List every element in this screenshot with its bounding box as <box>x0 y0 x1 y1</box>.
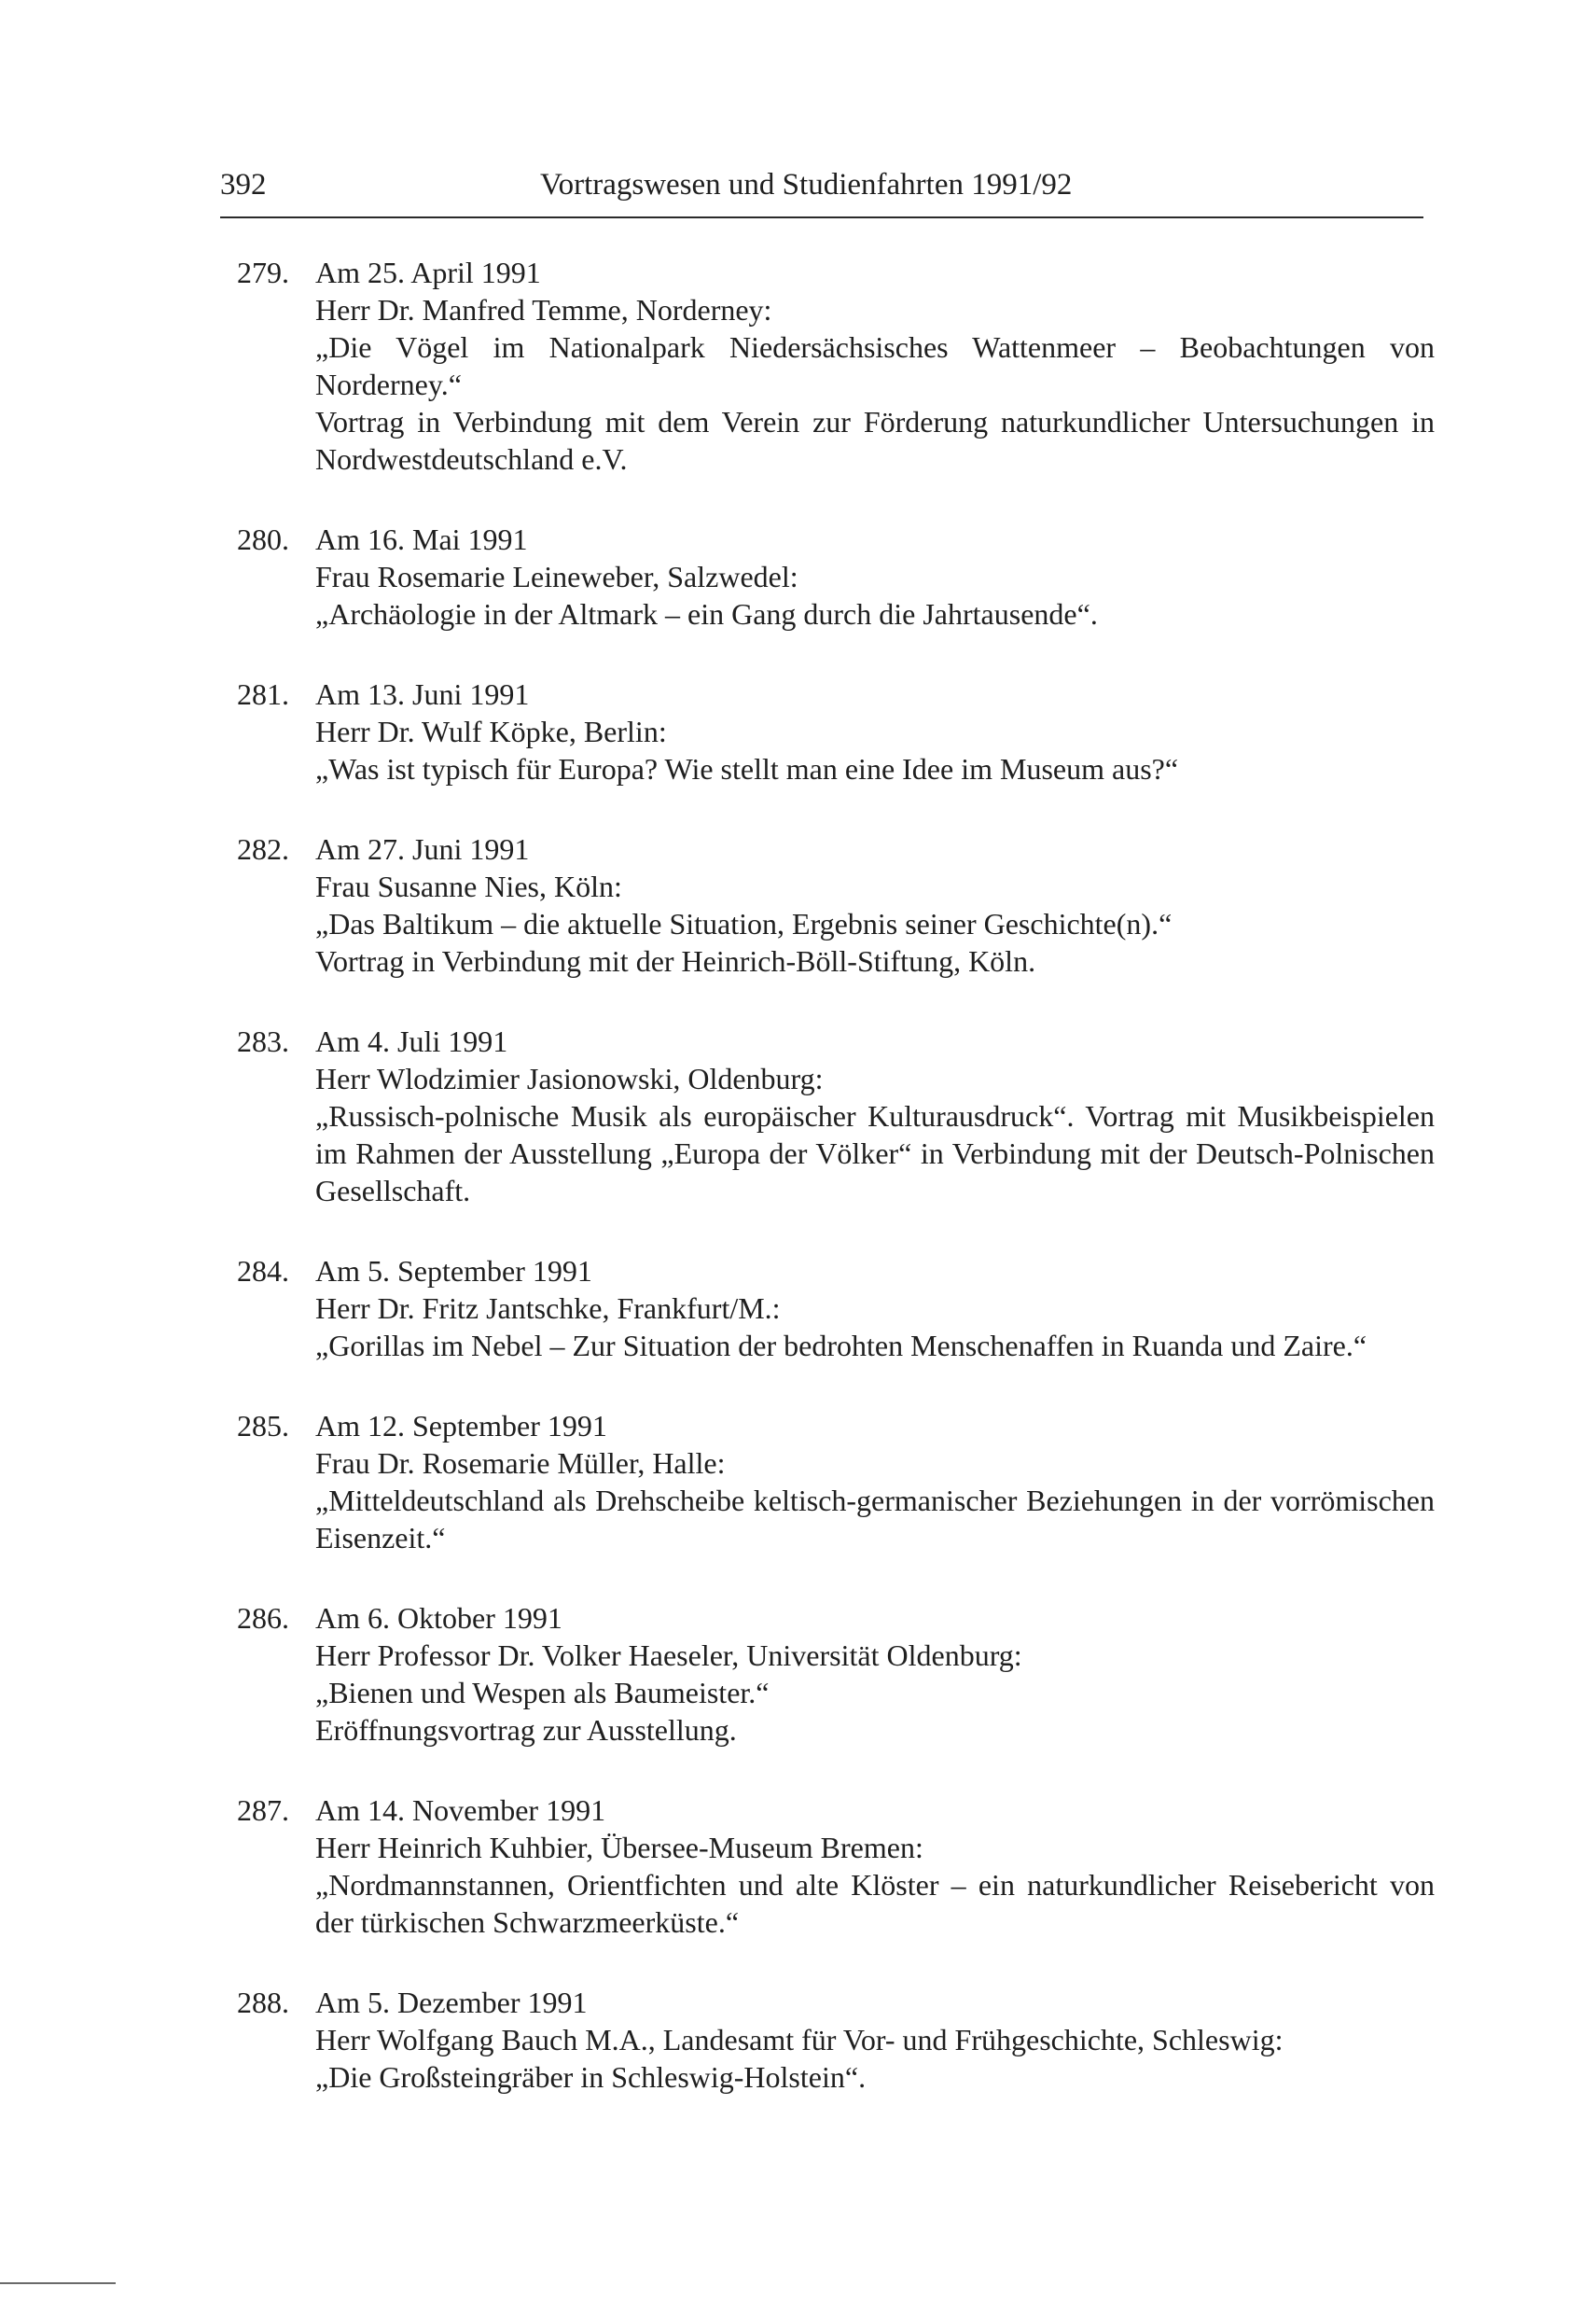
header-rule <box>220 216 1423 218</box>
entry-speaker: Frau Dr. Rosemarie Müller, Halle: <box>315 1446 726 1480</box>
lecture-entry <box>237 521 1435 633</box>
entry-note: Eröffnungsvortrag zur Ausstellung. <box>315 1713 737 1747</box>
entry-number: 282. <box>237 832 289 866</box>
lecture-list <box>237 254 1435 2139</box>
entry-number: 283. <box>237 1025 289 1058</box>
lecture-entry <box>237 1407 1435 1556</box>
lecture-entry <box>237 254 1435 478</box>
entry-date: Am 4. Juli 1991 <box>315 1025 508 1058</box>
lecture-entry <box>237 1599 1435 1749</box>
entry-body <box>315 1407 1435 1556</box>
entry-body <box>315 676 1435 788</box>
entry-body <box>315 1023 1435 1209</box>
footer-rule <box>0 2282 116 2284</box>
entry-number: 279. <box>237 256 289 289</box>
entry-speaker: Herr Dr. Fritz Jantschke, Frankfurt/M.: <box>315 1291 781 1325</box>
entry-note: Vortrag in Verbindung mit dem Verein zur Förderung naturkundlicher Untersuchungen in Nordwestdeutschland e.V. <box>315 405 1435 476</box>
running-title: Vortragswesen und Studienfahrten 1991/92 <box>540 168 1073 202</box>
entry-title: „Bienen und Wespen als Baumeister.“ <box>315 1676 770 1709</box>
entry-title: „Die Vögel im Nationalpark Niedersächsisches Wattenmeer – Beobachtungen von Norderney.“ <box>315 330 1435 401</box>
lecture-entry <box>237 830 1435 980</box>
entry-note: Vortrag in Verbindung mit der Heinrich-Böll-Stiftung, Köln. <box>315 944 1036 978</box>
entry-date: Am 12. September 1991 <box>315 1409 607 1443</box>
entry-date: Am 25. April 1991 <box>315 256 541 289</box>
lecture-entry <box>237 1984 1435 2096</box>
entry-body <box>315 1599 1435 1749</box>
entry-date: Am 27. Juni 1991 <box>315 832 530 866</box>
entry-speaker: Herr Wlodzimier Jasionowski, Oldenburg: <box>315 1062 824 1095</box>
entry-speaker: Frau Rosemarie Leineweber, Salzwedel: <box>315 560 798 593</box>
entry-title: „Mitteldeutschland als Drehscheibe keltisch-germanischer Beziehungen in der vorrömischen Eisenzeit.“ <box>315 1484 1435 1554</box>
lecture-entry <box>237 676 1435 788</box>
entry-speaker: Herr Dr. Manfred Temme, Norderney: <box>315 293 772 327</box>
entry-date: Am 13. Juni 1991 <box>315 677 530 711</box>
entry-title: „Archäologie in der Altmark – ein Gang durch die Jahrtausende“. <box>315 597 1098 631</box>
page-number: 392 <box>220 168 267 202</box>
lecture-entry <box>237 1023 1435 1209</box>
entry-body <box>315 1791 1435 1941</box>
entry-body <box>315 1252 1435 1364</box>
page-header <box>220 159 1423 215</box>
entry-body <box>315 1984 1435 2096</box>
entry-date: Am 6. Oktober 1991 <box>315 1601 562 1635</box>
entry-number: 280. <box>237 523 289 556</box>
entry-title: „Die Großsteingräber in Schleswig-Holstein“. <box>315 2060 867 2094</box>
entry-body <box>315 521 1435 633</box>
entry-date: Am 14. November 1991 <box>315 1793 606 1827</box>
entry-date: Am 16. Mai 1991 <box>315 523 528 556</box>
entry-body <box>315 254 1435 478</box>
entry-date: Am 5. Dezember 1991 <box>315 1986 588 2019</box>
entry-body <box>315 830 1435 980</box>
lecture-entry <box>237 1252 1435 1364</box>
entry-title: „Was ist typisch für Europa? Wie stellt man eine Idee im Museum aus?“ <box>315 752 1179 786</box>
entry-title: „Das Baltikum – die aktuelle Situation, Ergebnis seiner Geschichte(n).“ <box>315 907 1173 941</box>
entry-number: 286. <box>237 1601 289 1635</box>
lecture-entry <box>237 1791 1435 1941</box>
entry-date: Am 5. September 1991 <box>315 1254 592 1288</box>
entry-speaker: Herr Wolfgang Bauch M.A., Landesamt für Vor- und Frühgeschichte, Schleswig: <box>315 2023 1284 2056</box>
entry-title: „Russisch-polnische Musik als europäischer Kulturausdruck“. Vortrag mit Musikbeispielen im Rahmen der Ausstellung „Europa der Völker“ in Verbindung mit der Deutsch-Polnischen Gesellschaft. <box>315 1099 1435 1207</box>
entry-number: 288. <box>237 1986 289 2019</box>
entry-title: „Nordmannstannen, Orientfichten und alte Klöster – ein naturkundlicher Reisebericht von der türkischen Schwarzmeerküste.“ <box>315 1868 1435 1939</box>
entry-speaker: Herr Professor Dr. Volker Haeseler, Universität Oldenburg: <box>315 1638 1022 1672</box>
entry-speaker: Herr Dr. Wulf Köpke, Berlin: <box>315 715 667 748</box>
entry-number: 281. <box>237 677 289 711</box>
entry-title: „Gorillas im Nebel – Zur Situation der bedrohten Menschenaffen in Ruanda und Zaire.“ <box>315 1329 1367 1362</box>
entry-number: 287. <box>237 1793 289 1827</box>
entry-number: 284. <box>237 1254 289 1288</box>
entry-speaker: Herr Heinrich Kuhbier, Übersee-Museum Bremen: <box>315 1831 923 1864</box>
entry-speaker: Frau Susanne Nies, Köln: <box>315 870 622 903</box>
entry-number: 285. <box>237 1409 289 1443</box>
